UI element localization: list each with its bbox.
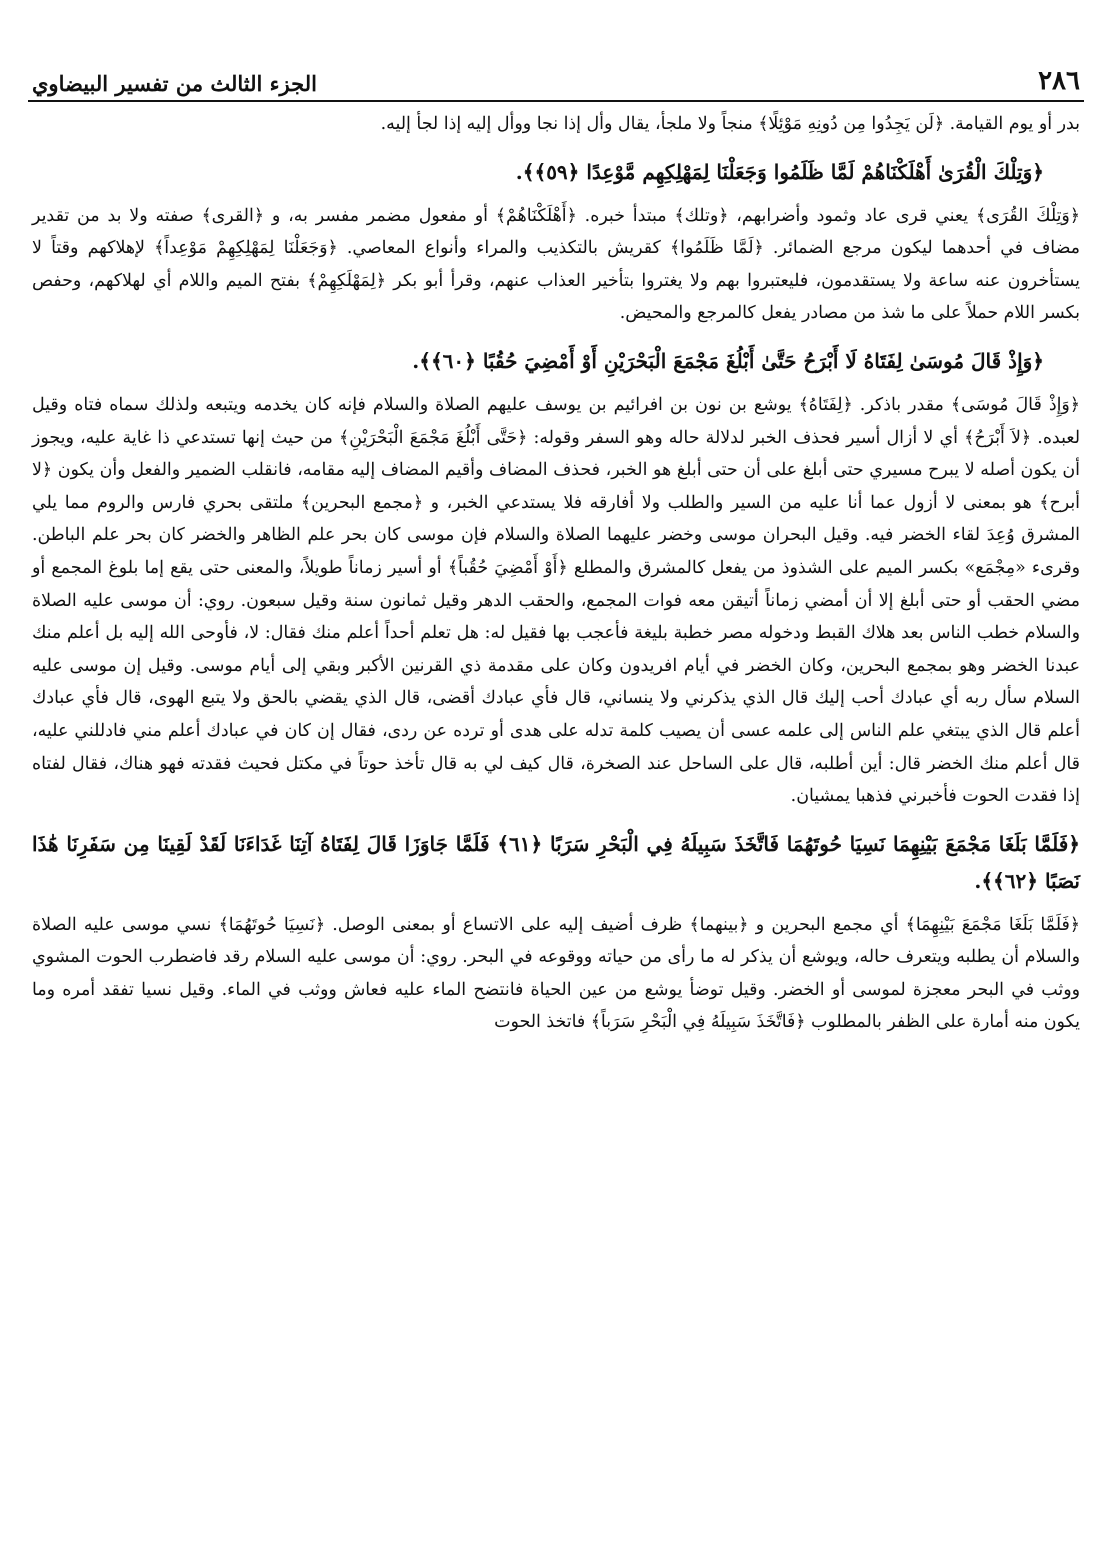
book-page xyxy=(28,52,1084,1542)
page-number: ٢٨٦ xyxy=(1038,66,1080,96)
running-title: الجزء الثالث من تفسير البيضاوي xyxy=(32,71,317,96)
quran-verse: ﴿فَلَمَّا بَلَغَا مَجْمَعَ بَيْنِهِمَا نَسِيَا حُوتَهُمَا فَاتَّخَذَ سَبِيلَهُ فِي الْبَحْرِ سَرَبًا ﴿٦١﴾ فَلَمَّا جَاوَزَا قَالَ لِفَتَاهُ آتِنَا غَدَاءَنَا لَقَدْ لَقِينَا مِن سَفَرِنَا هَٰذَا نَصَبًا ﴿٦٢﴾﴾. xyxy=(32,831,1080,893)
quran-verse: ﴿وَإِذْ قَالَ مُوسَىٰ لِفَتَاهُ لَا أَبْرَحُ حَتَّىٰ أَبْلُغَ مَجْمَعَ الْبَحْرَيْنِ أَوْ أَمْضِيَ حُقُبًا ﴿٦٠﴾﴾. xyxy=(412,348,1044,373)
page-header xyxy=(28,52,1084,102)
page-content xyxy=(28,102,1084,1039)
commentary-paragraph: بدر أو يوم القيامة. ﴿لَن يَجِدُوا مِن دُونِهِ مَوْئِلًا﴾ منجاً ولا ملجأ، يقال وأل إذا نجا ووأل إليه إذا لجأ إليه. xyxy=(380,114,1080,134)
quran-verse: ﴿وَتِلْكَ الْقُرَىٰ أَهْلَكْنَاهُمْ لَمَّا ظَلَمُوا وَجَعَلْنَا لِمَهْلِكِهِم مَّوْعِدًا ﴿٥٩﴾﴾. xyxy=(515,159,1044,184)
commentary-paragraph: ﴿فَلَمَّا بَلَغَا مَجْمَعَ بَيْنِهِمَا﴾ أي مجمع البحرين و ﴿بينهما﴾ ظرف أضيف إليه على الاتساع أو بمعنى الوصل. ﴿نَسِيَا حُوتَهُمَا﴾ نسي موسى عليه الصلاة والسلام أن يطلبه ويتعرف حاله، ويوشع أن يذكر له ما رأى من حياته ووقوعه في البحر. روي: أن موسى عليه السلام رقد فاضطرب الحوت المشوي ووثب في البحر معجزة لموسى أو الخضر. وقيل توضأ يوشع من عين الحياة فانتضح الماء عليه فعاش ووثب في الماء. وقيل نسيا تفقد أمره وما يكون منه أمارة على الظفر بالمطلوب ﴿فَاتَّخَذَ سَبِيلَهُ فِي الْبَحْرِ سَرَباً﴾ فاتخذ الحوت xyxy=(32,914,1080,1033)
commentary-paragraph: ﴿وَتِلْكَ القُرَى﴾ يعني قرى عاد وثمود وأضرابهم، ﴿وتلك﴾ مبتدأ خبره. ﴿أَهْلَكْنَاهُمْ﴾ أو مفعول مضمر مفسر به، و ﴿القرى﴾ صفته ولا بد من تقدير مضاف في أحدهما ليكون مرجع الضمائر. ﴿لَمَّا ظَلَمُوا﴾ كقريش بالتكذيب والمراء وأنواع المعاصي. ﴿وَجَعَلْنَا لِمَهْلِكِهِمْ مَوْعِداً﴾ لإهلاكهم وقتاً لا يستأخرون عنه ساعة ولا يستقدمون، فليعتبروا بهم ولا يغتروا بتأخير العذاب عنهم، وقرأ أبو بكر ﴿لِمَهْلَكِهِمْ﴾ بفتح الميم واللام أي لهلاكهم، وحفص بكسر اللام حملاً على ما شذ من مصادر يفعل كالمرجع والمحيض. xyxy=(32,205,1081,324)
commentary-paragraph: ﴿وَإِذْ قَالَ مُوسَى﴾ مقدر باذكر. ﴿لِفَتَاهُ﴾ يوشع بن نون بن افرائيم بن يوسف عليهم الصلاة والسلام فإنه كان يخدمه ويتبعه ولذلك سماه فتاه وقيل لعبده. ﴿لاَ أَبْرَحُ﴾ أي لا أزال أسير فحذف الخبر لدلالة حاله وهو السفر وقوله: ﴿حَتَّى أَبْلُغَ مَجْمَعَ الْبَحْرَيْنِ﴾ من حيث إنها تستدعي ذا غاية عليه، ويجوز أن يكون أصله لا يبرح مسيري حتى أبلغ على أن حتى أبلغ هو الخبر، فحذف المضاف وأقيم المضاف إليه مقامه، فانقلب الضمير والفعل وأن يكون ﴿لا أبرح﴾ هو بمعنى لا أزول عما أنا عليه من السير والطلب ولا أفارقه فلا يستدعي الخبر، و ﴿مجمع البحرين﴾ ملتقى بحري فارس والروم مما يلي المشرق وُعِدَ لقاء الخضر فيه. وقيل البحران موسى وخضر عليهما الصلاة والسلام فإن موسى كان بحر علم الظاهر والخضر كان بحر علم الباطن. وقرىء «مِجْمَع» بكسر الميم على الشذوذ من يفعل كالمشرق والمطلع ﴿أَوْ أَمْضِيَ حُقُباً﴾ أو أسير زماناً طويلاً، والمعنى حتى يقع إما بلوغ المجمع أو مضي الحقب أو حتى أبلغ إلا أن أمضي زماناً أتيقن معه فوات المجمع، والحقب الدهر وقيل ثمانون سنة وقيل سبعون. روي: أن موسى عليه الصلاة والسلام خطب الناس بعد هلاك القبط ودخوله مصر خطبة بليغة فأعجب بها فقيل له: هل تعلم أحداً أعلم منك فقال: لا، فأوحى الله إليه بل أعلم منك عبدنا الخضر وهو بمجمع البحرين، وكان الخضر في أيام افريدون وكان على مقدمة ذي القرنين الأكبر وبقي إلى أيام موسى. وقيل إن موسى عليه السلام سأل ربه أي عبادك أحب إليك قال الذي يذكرني ولا ينساني، قال فأي عبادك أقضى، قال الذي يقضي بالحق ولا يتبع الهوى، قال فأي عبادك أعلم قال الذي يبتغي علم الناس إلى علمه عسى أن يصيب كلمة تدله على هدى أو ترده عن ردى، فقال إن كان في عبادك أعلم مني فادللني عليه، قال أعلم منك الخضر قال: أين أطلبه، قال على الساحل عند الصخرة، قال كيف لي به قال تأخذ حوتاً في مكتل فحيث فقدته فهو هناك، فقال لفتاه إذا فقدت الحوت فأخبرني فذهبا يمشيان. xyxy=(32,394,1080,807)
